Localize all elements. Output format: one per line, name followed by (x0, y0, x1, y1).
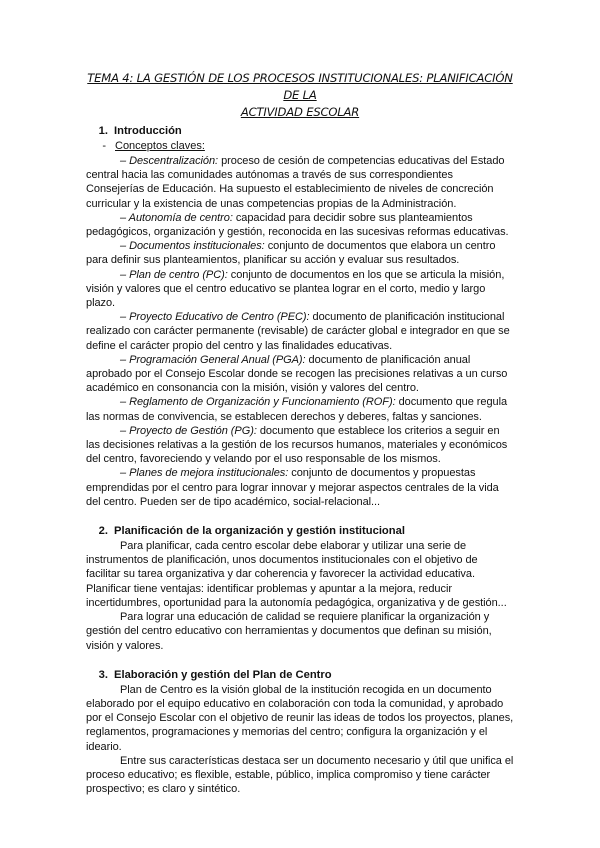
concept-planes-mejora (86, 466, 514, 509)
concept-pec (86, 310, 514, 353)
list-bullet: - (102, 140, 106, 152)
concept-autonomia-centro (86, 211, 514, 239)
section-3-number: 3. (98, 668, 108, 681)
conceptos-claves-label: Conceptos claves: (115, 140, 205, 152)
concept-term: – Autonomía de centro: (120, 211, 233, 224)
concept-pg (86, 424, 514, 467)
concept-definition: documento que establece los criterios a seguir en las decisiones relativas a la gestión de los recursos humanos, materiales y económicos del centro, favoreciendo y velando por el uso responsable de los mismos. (86, 424, 508, 466)
section-3-title: Elaboración y gestión del Plan de Centro (114, 668, 332, 681)
concept-descentralizacion (86, 154, 514, 211)
section-2-paragraph-2: Para lograr una educación de calidad se requiere planificar la organización y gestión del centro educativo con herramientas y documentos que definan su misión, visión y valores. (86, 611, 492, 652)
concept-term: – Proyecto de Gestión (PG): (120, 424, 257, 437)
concept-plan-de-centro (86, 268, 514, 311)
concept-term: – Planes de mejora institucionales: (120, 467, 289, 480)
section-2-paragraph-1: Para planificar, cada centro escolar debe elaborar y utilizar una serie de instrumentos de planificación, unos documentos institucionales con el objetivo de facilitar su tarea organizativa y dar coherencia y favorecer la actividad educativa. Planificar tiene ventajas: identificar problemas y apuntar a la mejora, reducir incertidumbres, oportunidad para la autonomía pedagógica, organizativa y de gestión... (86, 540, 507, 609)
concept-term: – Descentralización: (120, 155, 219, 167)
concept-documentos-institucionales (86, 239, 514, 267)
section-3-paragraph-1: Plan de Centro es la visión global de la institución recogida en un documento elaborado por el equipo educativo en colaboración con toda la comunidad, y aprobado por el Consejo Escolar con el objetivo de reunir las ideas de todos los proyectos, planes, reglamentos, programaciones y memorias del centro; configura la organización y el ideario. (86, 683, 514, 753)
concept-definition: conjunto de documentos que elabora un centro para definir sus planteamientos, planificar su acción y evaluar sus resultados. (86, 240, 496, 267)
section-1-title: Introducción (114, 125, 182, 137)
section-3-paragraph-2: Entre sus características destaca ser un documento necesario y útil que unifica el proceso educativo; es flexible, estable, público, implica compromiso y tiene carácter prospectivo; es claro y sintético. (86, 754, 514, 796)
section-2-heading (86, 523, 514, 539)
document-title (86, 70, 514, 121)
concept-term: – Reglamento de Organización y Funcionamiento (ROF): (120, 396, 396, 409)
concept-definition: capacidad para decidir sobre sus planteamientos pedagógicos, organización y gestión, reconocida en las sucesivas reformas educativas. (86, 211, 509, 239)
concept-rof (86, 395, 514, 423)
section-2-title: Planificación de la organización y gestión institucional (114, 525, 405, 538)
concept-definition: documento de planificación institucional realizado con carácter permanente (revisable) de carácter global e integrador en que se define el carácter propio del centro y las finalidades educativas. (86, 311, 510, 352)
section-3-heading (86, 667, 514, 683)
section-2-number: 2. (98, 525, 108, 538)
concept-pga (86, 353, 514, 396)
section-1-number: 1. (98, 125, 108, 137)
concept-term: – Documentos institucionales: (120, 240, 265, 253)
concept-term: – Programación General Anual (PGA): (120, 353, 306, 366)
concept-definition: proceso de cesión de competencias educativas del Estado central hacia las comunidades autónomas a través de sus correspondientes Consejerías de Educación. Ha supuesto el establecimiento de niveles de concreción curricular y la existencia de unas competencias propias de la Administración. (86, 155, 505, 210)
concept-definition: documento de planificación anual aprobado por el Consejo Escolar donde se recogen las precisiones relativas a un curso académico en consonancia con la misión, visión y valores del centro. (86, 353, 508, 395)
section-1-heading (86, 123, 514, 139)
title-line-2: ACTIVIDAD ESCOLAR (240, 105, 360, 119)
conceptos-claves-item (86, 139, 514, 154)
concept-term: – Proyecto Educativo de Centro (PEC): (120, 311, 310, 324)
concept-definition: conjunto de documentos en los que se articula la misión, visión y valores que el centro educativo se plantea lograr en el corto, medio y largo plazo. (86, 268, 505, 310)
concept-term: – Plan de centro (PC): (120, 268, 228, 281)
concept-definition: conjunto de documentos y propuestas emprendidas por el centro para lograr innovar y mejorar aspectos centrales de la vida del centro. Pueden ser de tipo académico, social-relacional... (86, 467, 499, 508)
title-line-1: TEMA 4: LA GESTIÓN DE LOS PROCESOS INSTITUCIONALES: PLANIFICACIÓN DE LA (87, 71, 513, 102)
concept-definition: documento que regula las normas de convivencia, se establecen derechos y deberes, faltas y sanciones. (86, 396, 508, 423)
